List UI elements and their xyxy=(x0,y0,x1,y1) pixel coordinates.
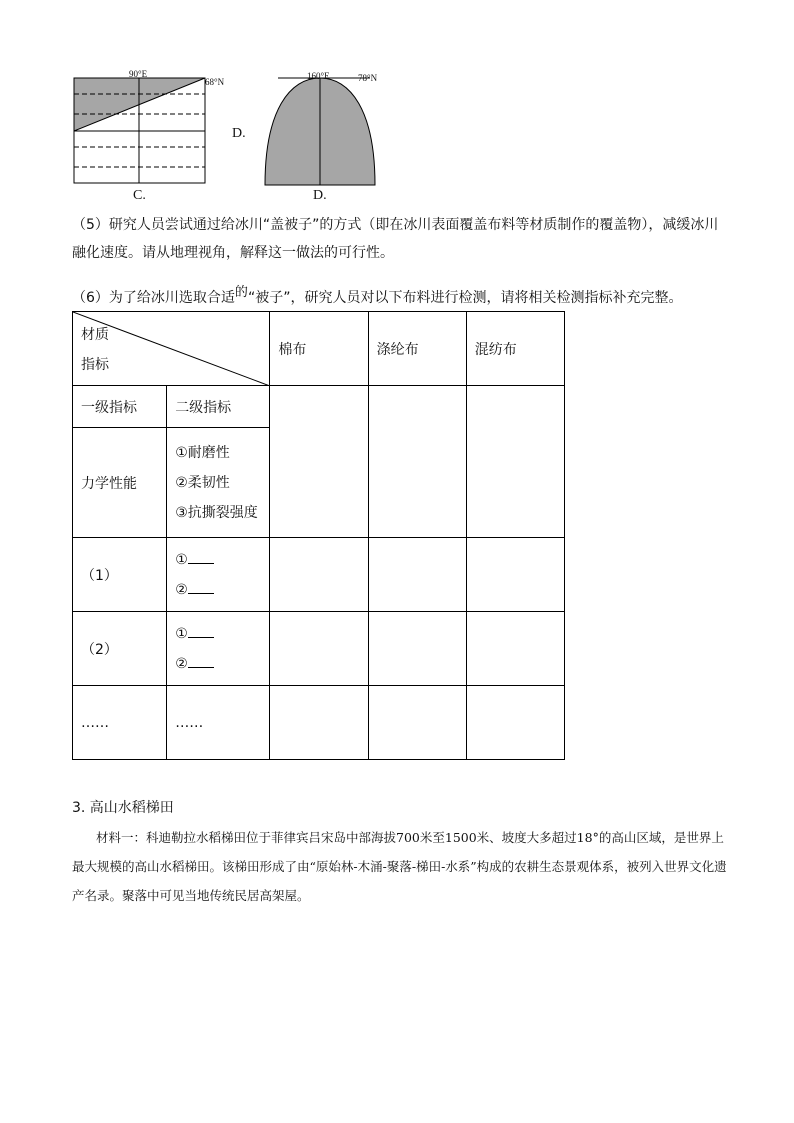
blank-item xyxy=(175,649,261,679)
figure-c-longitude-label: 90°E xyxy=(129,69,148,79)
table-cell xyxy=(466,686,564,760)
question-6-text-b: “被子”，研究人员对以下布料进行检测，请将相关检测指标补充完整。 xyxy=(247,290,683,306)
table-cell xyxy=(368,612,466,686)
row2-level1: （2） xyxy=(73,612,167,686)
material-1-text: 材料一：科迪勒拉水稻梯田位于菲律宾吕宋岛中部海拔700米至1500米、坡度大多超过18°的高山区域，是世界上最大规模的高山水稻梯田。该梯田形成了由“原始林-木涌-聚落-梯田-水系”构成的农耕生态景观体系，被列入世界文化遗产名录。聚落中可见当地传统民居高架屋。 xyxy=(72,830,727,903)
level2-item: ①耐磨性 xyxy=(175,444,230,461)
material-header-polyester: 涤纶布 xyxy=(368,312,466,386)
blank-item-label: ② xyxy=(175,655,188,672)
row1-level1: （1） xyxy=(73,538,167,612)
more-level1: …… xyxy=(73,686,167,760)
mechanical-level1: 力学性能 xyxy=(73,428,167,538)
table-cell xyxy=(368,386,466,538)
table-cell xyxy=(270,612,368,686)
table-cell xyxy=(368,686,466,760)
figure-d-longitude-label: 160°E xyxy=(307,71,330,81)
table-cell xyxy=(270,686,368,760)
row1-level2 xyxy=(167,538,270,612)
table-cell xyxy=(466,538,564,612)
blank-line[interactable] xyxy=(188,579,214,594)
table-corner-cell xyxy=(73,312,270,386)
material-header-blend: 混纺布 xyxy=(466,312,564,386)
table-cell xyxy=(270,386,368,538)
question-5-text: （5）研究人员尝试通过给冰川“盖被子”的方式（即在冰川表面覆盖布料等材质制作的覆盖物），减缓冰川融化速度。请从地理视角，解释这一做法的可行性。 xyxy=(72,217,719,261)
question-6-superscript: 的 xyxy=(234,285,248,300)
mechanical-level2 xyxy=(167,428,270,538)
blank-item-label: ② xyxy=(175,581,188,598)
blank-line[interactable] xyxy=(188,549,214,564)
figure-c-caption: C. xyxy=(133,188,146,203)
table-cell xyxy=(466,612,564,686)
figure-d-latitude-label: 78°N xyxy=(358,73,378,83)
blank-line[interactable] xyxy=(188,623,214,638)
question-6-text-a: （6）为了给冰川选取合适 xyxy=(72,290,235,306)
figure-d-map xyxy=(260,70,380,188)
table-cell xyxy=(270,538,368,612)
blank-item xyxy=(175,545,261,575)
blank-item xyxy=(175,575,261,605)
blank-item-label: ① xyxy=(175,625,188,642)
corner-bottom-label: 指标 xyxy=(81,357,109,373)
blank-line[interactable] xyxy=(188,653,214,668)
table-cell xyxy=(466,386,564,538)
table-cell xyxy=(368,538,466,612)
material-header-cotton: 棉布 xyxy=(270,312,368,386)
figure-d-caption: D. xyxy=(313,188,327,203)
blank-item-label: ① xyxy=(175,551,188,568)
header-level2: 二级指标 xyxy=(167,386,270,428)
level2-item: ②柔韧性 xyxy=(175,474,230,491)
more-level2: …… xyxy=(167,686,270,760)
level2-item: ③抗撕裂强度 xyxy=(175,504,258,521)
corner-top-label: 材质 xyxy=(81,327,109,343)
question-6-text xyxy=(72,279,722,312)
figure-c-latitude-label: 68°N xyxy=(205,77,225,87)
row2-level2 xyxy=(167,612,270,686)
blank-item xyxy=(175,619,261,649)
option-d-label: D. xyxy=(232,126,246,141)
section-3-heading: 3. 高山水稻梯田 xyxy=(72,800,174,816)
detection-index-table xyxy=(72,311,565,760)
header-level1: 一级指标 xyxy=(73,386,167,428)
